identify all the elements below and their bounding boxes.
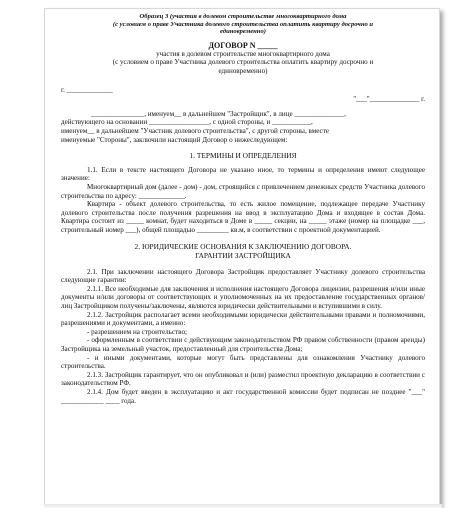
date-field: "___"______________ г.	[353, 95, 425, 104]
page-shadow	[44, 504, 442, 508]
city-field: г. _____________	[61, 85, 113, 94]
clause-1-1: 1.1. Если в тексте настоящего Договора не указано иное, то термины и определения имеют следующее значение:	[61, 165, 425, 183]
section-2-heading-line-2: ГАРАНТИИ ЗАСТРОЙЩИКА	[195, 251, 291, 261]
place-line	[61, 86, 425, 95]
sample-note	[61, 13, 425, 36]
list-item-ownership: - оформленным в соответствии с действующим законодательством РФ правом собственности (правом аренды) Застройщика на земельный участок, предоставленный для строительства Дома;	[61, 336, 425, 353]
sample-line-1: Образец 3 (участия в долевом строительстве многоквартирного дома	[139, 13, 347, 20]
clause-2-1-2: 2.1.2. Застройщик располагает всеми необходимыми юридически действительными правами и полномочиями, разрешениями и документами, а именно:	[61, 310, 425, 328]
contract-condition-line-2: единовременно)	[218, 66, 268, 75]
sample-line-3: единовременно)	[220, 28, 266, 36]
clause-2-1-1: 2.1.1. Все необходимые для заключения и исполнения настоящего Договора лицензии, разрешения и/или иные документы и/или договоры от соответствующих и уполномоченных на их предоставление государственных органов/лиц Застройщиком получены/заключены, являются юридически действительными и вступившими в силу.	[61, 284, 425, 311]
contract-subtitle: участия в долевом строительстве многоквартирного дома	[156, 49, 330, 58]
section-2-heading	[61, 243, 425, 260]
document-page	[44, 8, 440, 506]
clause-2-1: 2.1. При заключении настоящего Договора Застройщик предоставляет Участнику долевого строительства следующие гарантии:	[61, 267, 425, 285]
document-content	[61, 13, 425, 405]
preamble-line-2: действующего на основании _________________, с одной стороны, и ___________,	[61, 118, 313, 127]
date-line	[61, 95, 425, 104]
preamble-line-3: именуем__ в дальнейшем "Участник долевого строительства", с другой стороны, вместе	[61, 126, 329, 135]
contract-title: ДОГОВОР N _____	[208, 40, 278, 50]
section-1-heading: 1. ТЕРМИНЫ И ОПРЕДЕЛЕНИЯ	[189, 151, 297, 161]
clause-2-1-4: 2.1.4. Дом будет введен в эксплуатацию и акт государственной комиссии будет подписан не позднее "___" ____________ ____ года.	[61, 387, 425, 405]
sample-line-2: (с условием о праве Участника долевого строительства оплатить квартиру досрочно и	[112, 20, 374, 28]
clause-2-1-3: 2.1.3. Застройщик гарантирует, что он опубликовал и (или) разместил проектную декларацию в соответствии с законодательством РФ.	[61, 370, 425, 388]
preamble-line-4: именуемые "Стороны", заключили настоящий Договор о нижеследующем:	[61, 135, 288, 144]
list-item-other-docs: - и иными документами, которые могут быть представлены для ознакомления Участнику долевого строительства.	[61, 353, 425, 371]
list-item-permit: - разрешением на строительство;	[87, 327, 187, 336]
preamble	[61, 110, 425, 144]
section-2-heading-line-1: 2. ЮРИДИЧЕСКИЕ ОСНОВАНИЯ К ЗАКЛЮЧЕНИЮ ДОГОВОРА.	[134, 242, 352, 252]
contract-condition-line-1: (с условием о праве Участника долевого строительства оплатить квартиру досрочно и	[112, 58, 374, 67]
definition-house: Многоквартирный дом (далее - дом) - дом, строящийся с привлечением денежных средств Участника долевого строительства по адресу: _____________.	[61, 182, 425, 200]
preamble-line-1: _______________, именуем__ в дальнейшем "Застройщик", в лице ______________,	[91, 109, 346, 118]
definition-apartment: Квартира - объект долевого строительства, то есть жилое помещение, подлежащее передаче Участнику долевого строительства после получения разрешения на ввод в эксплуатацию Дома и входящее в состав Дома. Квартира состоит из _____ комнат, будет находиться в Доме в _____ секции, на _____ этаже (номер на площадке ___, строительный номер ___), общей площадью _________ кв.м, в соответствии с проектной документацией.	[61, 200, 425, 234]
